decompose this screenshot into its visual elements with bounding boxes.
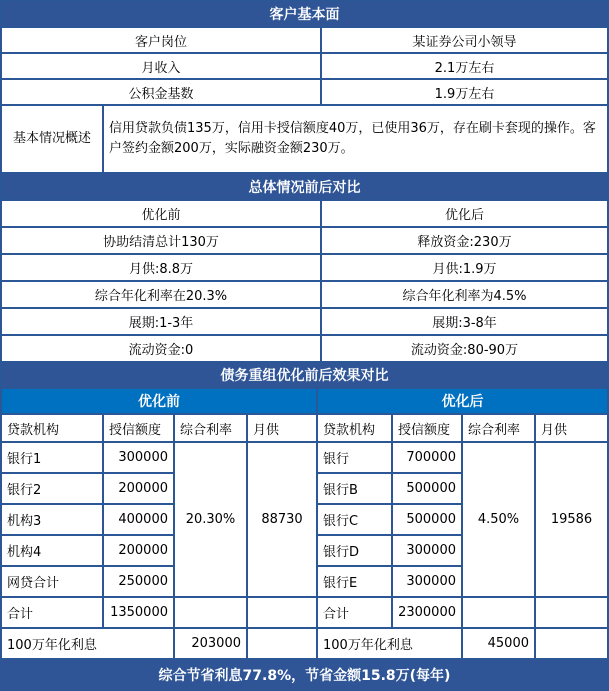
before-cell: 综合年化利率在20.3% xyxy=(2,282,320,307)
col-header-rate: 综合利率 xyxy=(175,415,246,441)
credit-amount: 500000 xyxy=(393,505,461,534)
row-label: 公积金基数 xyxy=(2,80,320,104)
empty-cell xyxy=(463,598,534,627)
col-header-credit: 授信额度 xyxy=(104,415,173,441)
before-cell: 流动资金:0 xyxy=(2,336,320,361)
overview-text: 信用贷款负债135万，信用卡授信额度40万，已使用36万，存在刷卡套现的操作。客户签约金额200万，实际融资金额230万。 xyxy=(104,106,607,172)
before-header: 优化前 xyxy=(2,389,316,413)
annual-interest-label: 100万年化利息 xyxy=(318,629,461,658)
combined-rate: 20.30% xyxy=(175,443,246,596)
credit-amount: 250000 xyxy=(104,567,173,596)
col-header-org: 贷款机构 xyxy=(2,415,102,441)
table-row xyxy=(2,255,607,280)
section1-title: 客户基本面 xyxy=(2,2,607,26)
credit-amount: 700000 xyxy=(393,443,461,472)
table-row xyxy=(2,106,607,172)
customer-basics-table xyxy=(0,0,609,174)
after-cell: 释放资金:230万 xyxy=(322,228,607,253)
row-label: 客户岗位 xyxy=(2,28,320,52)
table-row xyxy=(2,201,607,226)
overall-comparison-table xyxy=(0,172,609,363)
lender-name: 网贷合计 xyxy=(2,567,102,596)
credit-amount: 200000 xyxy=(104,474,173,503)
overview-label: 基本情况概述 xyxy=(2,106,102,172)
monthly-payment: 19586 xyxy=(536,443,607,596)
table-row xyxy=(2,443,607,472)
credit-amount: 200000 xyxy=(104,536,173,565)
after-cell: 展期:3-8年 xyxy=(322,309,607,334)
lender-name: 机构3 xyxy=(2,505,102,534)
before-cell: 月供:8.8万 xyxy=(2,255,320,280)
before-cell: 展期:1-3年 xyxy=(2,309,320,334)
table-row xyxy=(2,309,607,334)
row-value: 1.9万左右 xyxy=(322,80,607,104)
total-credit: 1350000 xyxy=(104,598,173,627)
annual-interest-value: 203000 xyxy=(175,629,246,658)
after-cell: 优化后 xyxy=(322,201,607,226)
lender-name: 银行C xyxy=(318,505,391,534)
lender-name: 银行1 xyxy=(2,443,102,472)
section2-title: 总体情况前后对比 xyxy=(2,174,607,199)
before-cell: 优化前 xyxy=(2,201,320,226)
table-row xyxy=(2,598,607,627)
credit-amount: 400000 xyxy=(104,505,173,534)
empty-cell xyxy=(536,598,607,627)
lender-name: 银行E xyxy=(318,567,391,596)
table-row xyxy=(2,282,607,307)
table-row xyxy=(2,80,607,104)
total-label: 合计 xyxy=(318,598,391,627)
row-value: 某证券公司小领导 xyxy=(322,28,607,52)
empty-cell xyxy=(248,629,316,658)
table-row xyxy=(2,389,607,413)
table-row xyxy=(2,629,607,658)
col-header-payment: 月供 xyxy=(536,415,607,441)
after-cell: 月供:1.9万 xyxy=(322,255,607,280)
total-label: 合计 xyxy=(2,598,102,627)
col-header-payment: 月供 xyxy=(248,415,316,441)
col-header-credit: 授信额度 xyxy=(393,415,461,441)
combined-rate: 4.50% xyxy=(463,443,534,596)
table-row xyxy=(2,228,607,253)
lender-name: 银行2 xyxy=(2,474,102,503)
monthly-payment: 88730 xyxy=(248,443,316,596)
after-header: 优化后 xyxy=(318,389,607,413)
after-cell: 综合年化利率为4.5% xyxy=(322,282,607,307)
col-header-rate: 综合利率 xyxy=(463,415,534,441)
savings-summary: 综合节省利息77.8%，节省金额15.8万(每年) xyxy=(0,660,609,691)
lender-name: 银行B xyxy=(318,474,391,503)
empty-cell xyxy=(536,629,607,658)
table-row xyxy=(2,415,607,441)
annual-interest-value: 45000 xyxy=(463,629,534,658)
col-header-org: 贷款机构 xyxy=(318,415,391,441)
lender-name: 银行D xyxy=(318,536,391,565)
credit-amount: 500000 xyxy=(393,474,461,503)
credit-amount: 300000 xyxy=(393,567,461,596)
after-cell: 流动资金:80-90万 xyxy=(322,336,607,361)
total-credit: 2300000 xyxy=(393,598,461,627)
row-value: 2.1万左右 xyxy=(322,54,607,78)
row-label: 月收入 xyxy=(2,54,320,78)
credit-amount: 300000 xyxy=(393,536,461,565)
empty-cell xyxy=(248,598,316,627)
table-row xyxy=(2,28,607,52)
empty-cell xyxy=(175,598,246,627)
section3-title: 债务重组优化前后效果对比 xyxy=(2,363,607,387)
debt-detail-comparison-table xyxy=(0,361,609,660)
before-cell: 协助结清总计130万 xyxy=(2,228,320,253)
credit-amount: 300000 xyxy=(104,443,173,472)
lender-name: 机构4 xyxy=(2,536,102,565)
table-row xyxy=(2,336,607,361)
lender-name: 银行 xyxy=(318,443,391,472)
annual-interest-label: 100万年化利息 xyxy=(2,629,173,658)
table-row xyxy=(2,54,607,78)
